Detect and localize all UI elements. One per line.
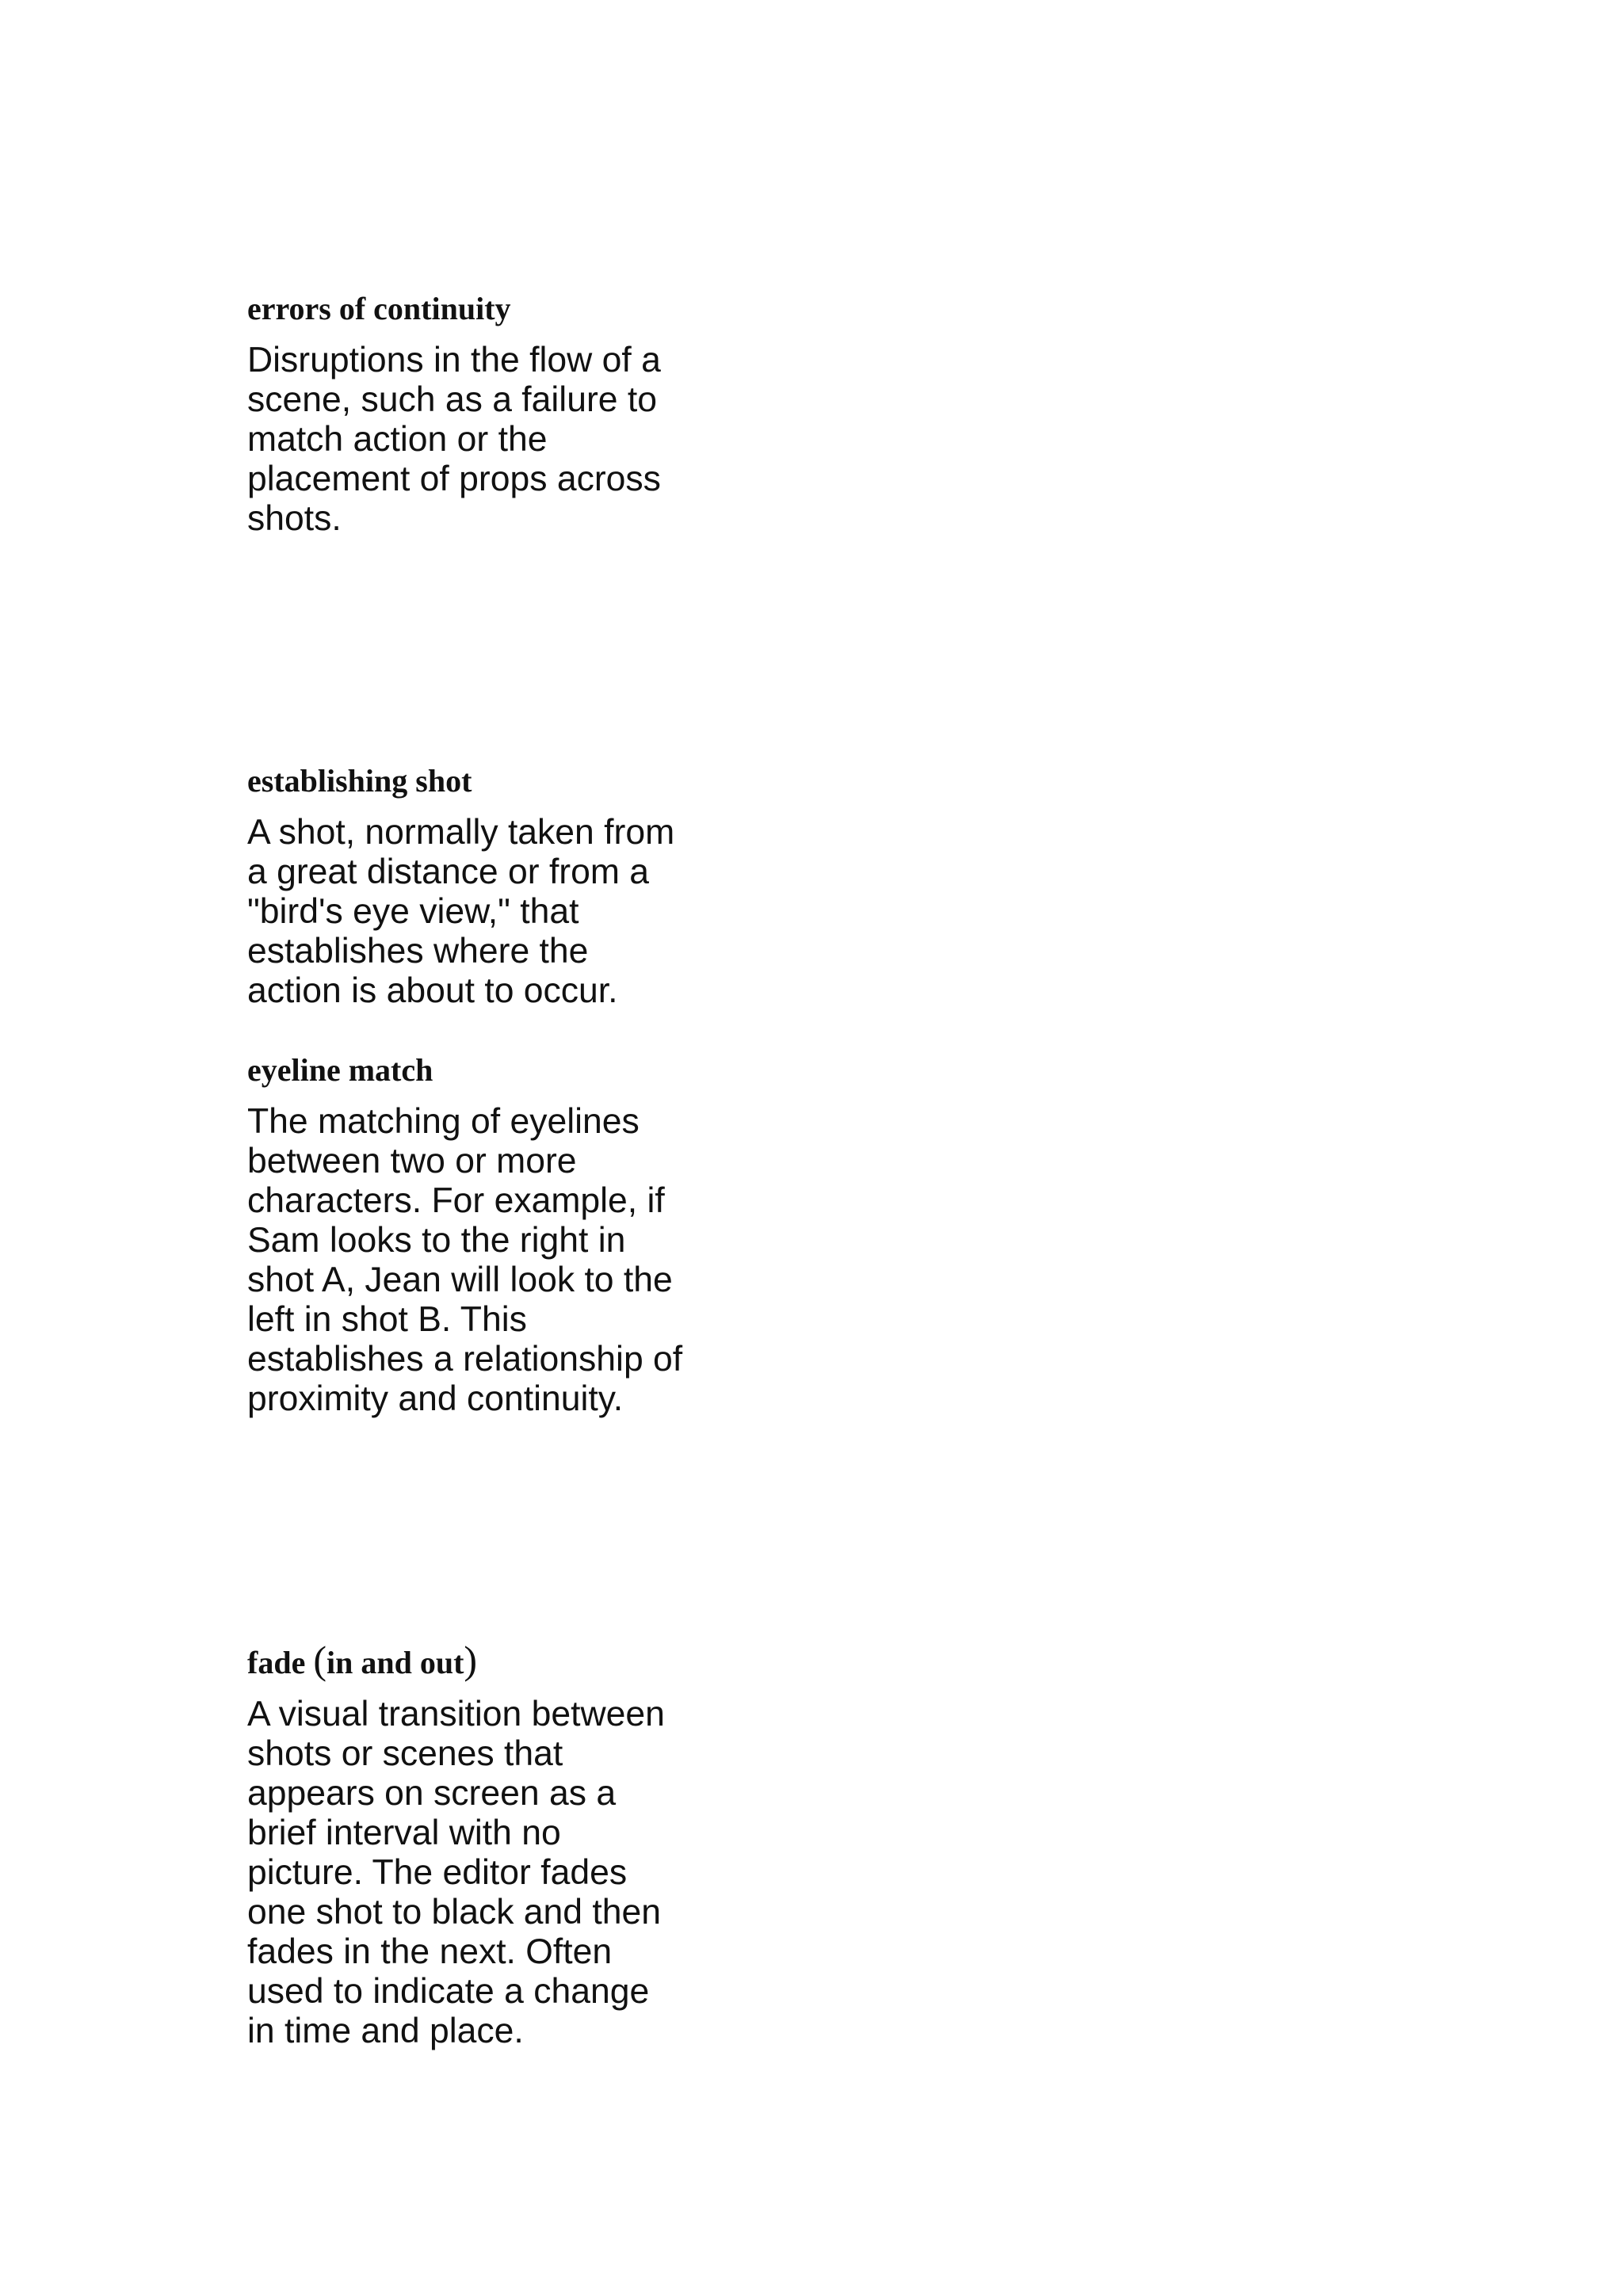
term-definition (247, 813, 818, 1011)
definition-line: The matching of eyelines (247, 1102, 640, 1141)
glossary-entry-fade (247, 1638, 818, 2051)
definition-line: appears on screen as a (247, 1774, 617, 1813)
definition-line: fades in the next. Often (247, 1932, 613, 1971)
glossary-entry-errors-of-continuity (247, 290, 818, 539)
definition-line: A shot, normally taken from (247, 813, 675, 852)
term-heading: eyeline match (247, 1052, 433, 1088)
term-heading-qualifier: in and out (326, 1645, 464, 1680)
definition-line: a great distance or from a (247, 852, 650, 891)
definition-line: shot A, Jean will look to the (247, 1261, 673, 1299)
definition-line: picture. The editor fades (247, 1853, 628, 1892)
term-definition (247, 341, 818, 539)
definition-line: brief interval with no (247, 1814, 561, 1852)
term-heading-main: fade (247, 1645, 306, 1680)
definition-line: between two or more (247, 1142, 577, 1180)
definition-line: action is about to occur. (247, 971, 618, 1010)
definition-line: Disruptions in the flow of a (247, 341, 661, 379)
definition-line: placement of props across (247, 460, 661, 498)
term-definition (247, 1695, 818, 2051)
definition-line: in time and place. (247, 2012, 524, 2050)
definition-line: Sam looks to the right in (247, 1221, 626, 1260)
definition-line: characters. For example, if (247, 1181, 665, 1220)
definition-line: establishes where the (247, 932, 589, 971)
term-heading (247, 1638, 818, 1682)
definition-line: establishes a relationship of (247, 1340, 683, 1379)
glossary-entry-eyeline-match (247, 1051, 818, 1419)
term-heading: errors of continuity (247, 291, 511, 326)
definition-line: scene, such as a failure to (247, 380, 657, 419)
definition-line: proximity and continuity. (247, 1379, 624, 1418)
term-definition (247, 1102, 818, 1419)
definition-line: A visual transition between (247, 1695, 665, 1733)
definition-line: used to indicate a change (247, 1972, 650, 2011)
definition-line: shots. (247, 499, 342, 538)
term-heading: establishing shot (247, 763, 472, 799)
definition-line: left in shot B. This (247, 1300, 527, 1339)
term-paren-open: ( (313, 1638, 327, 1682)
definition-line: one shot to black and then (247, 1893, 662, 1932)
definition-line: "bird's eye view," that (247, 892, 579, 931)
definition-line: match action or the (247, 420, 548, 459)
definition-line: shots or scenes that (247, 1734, 563, 1773)
glossary-entry-establishing-shot (247, 762, 818, 1011)
term-paren-close: ) (464, 1638, 478, 1682)
